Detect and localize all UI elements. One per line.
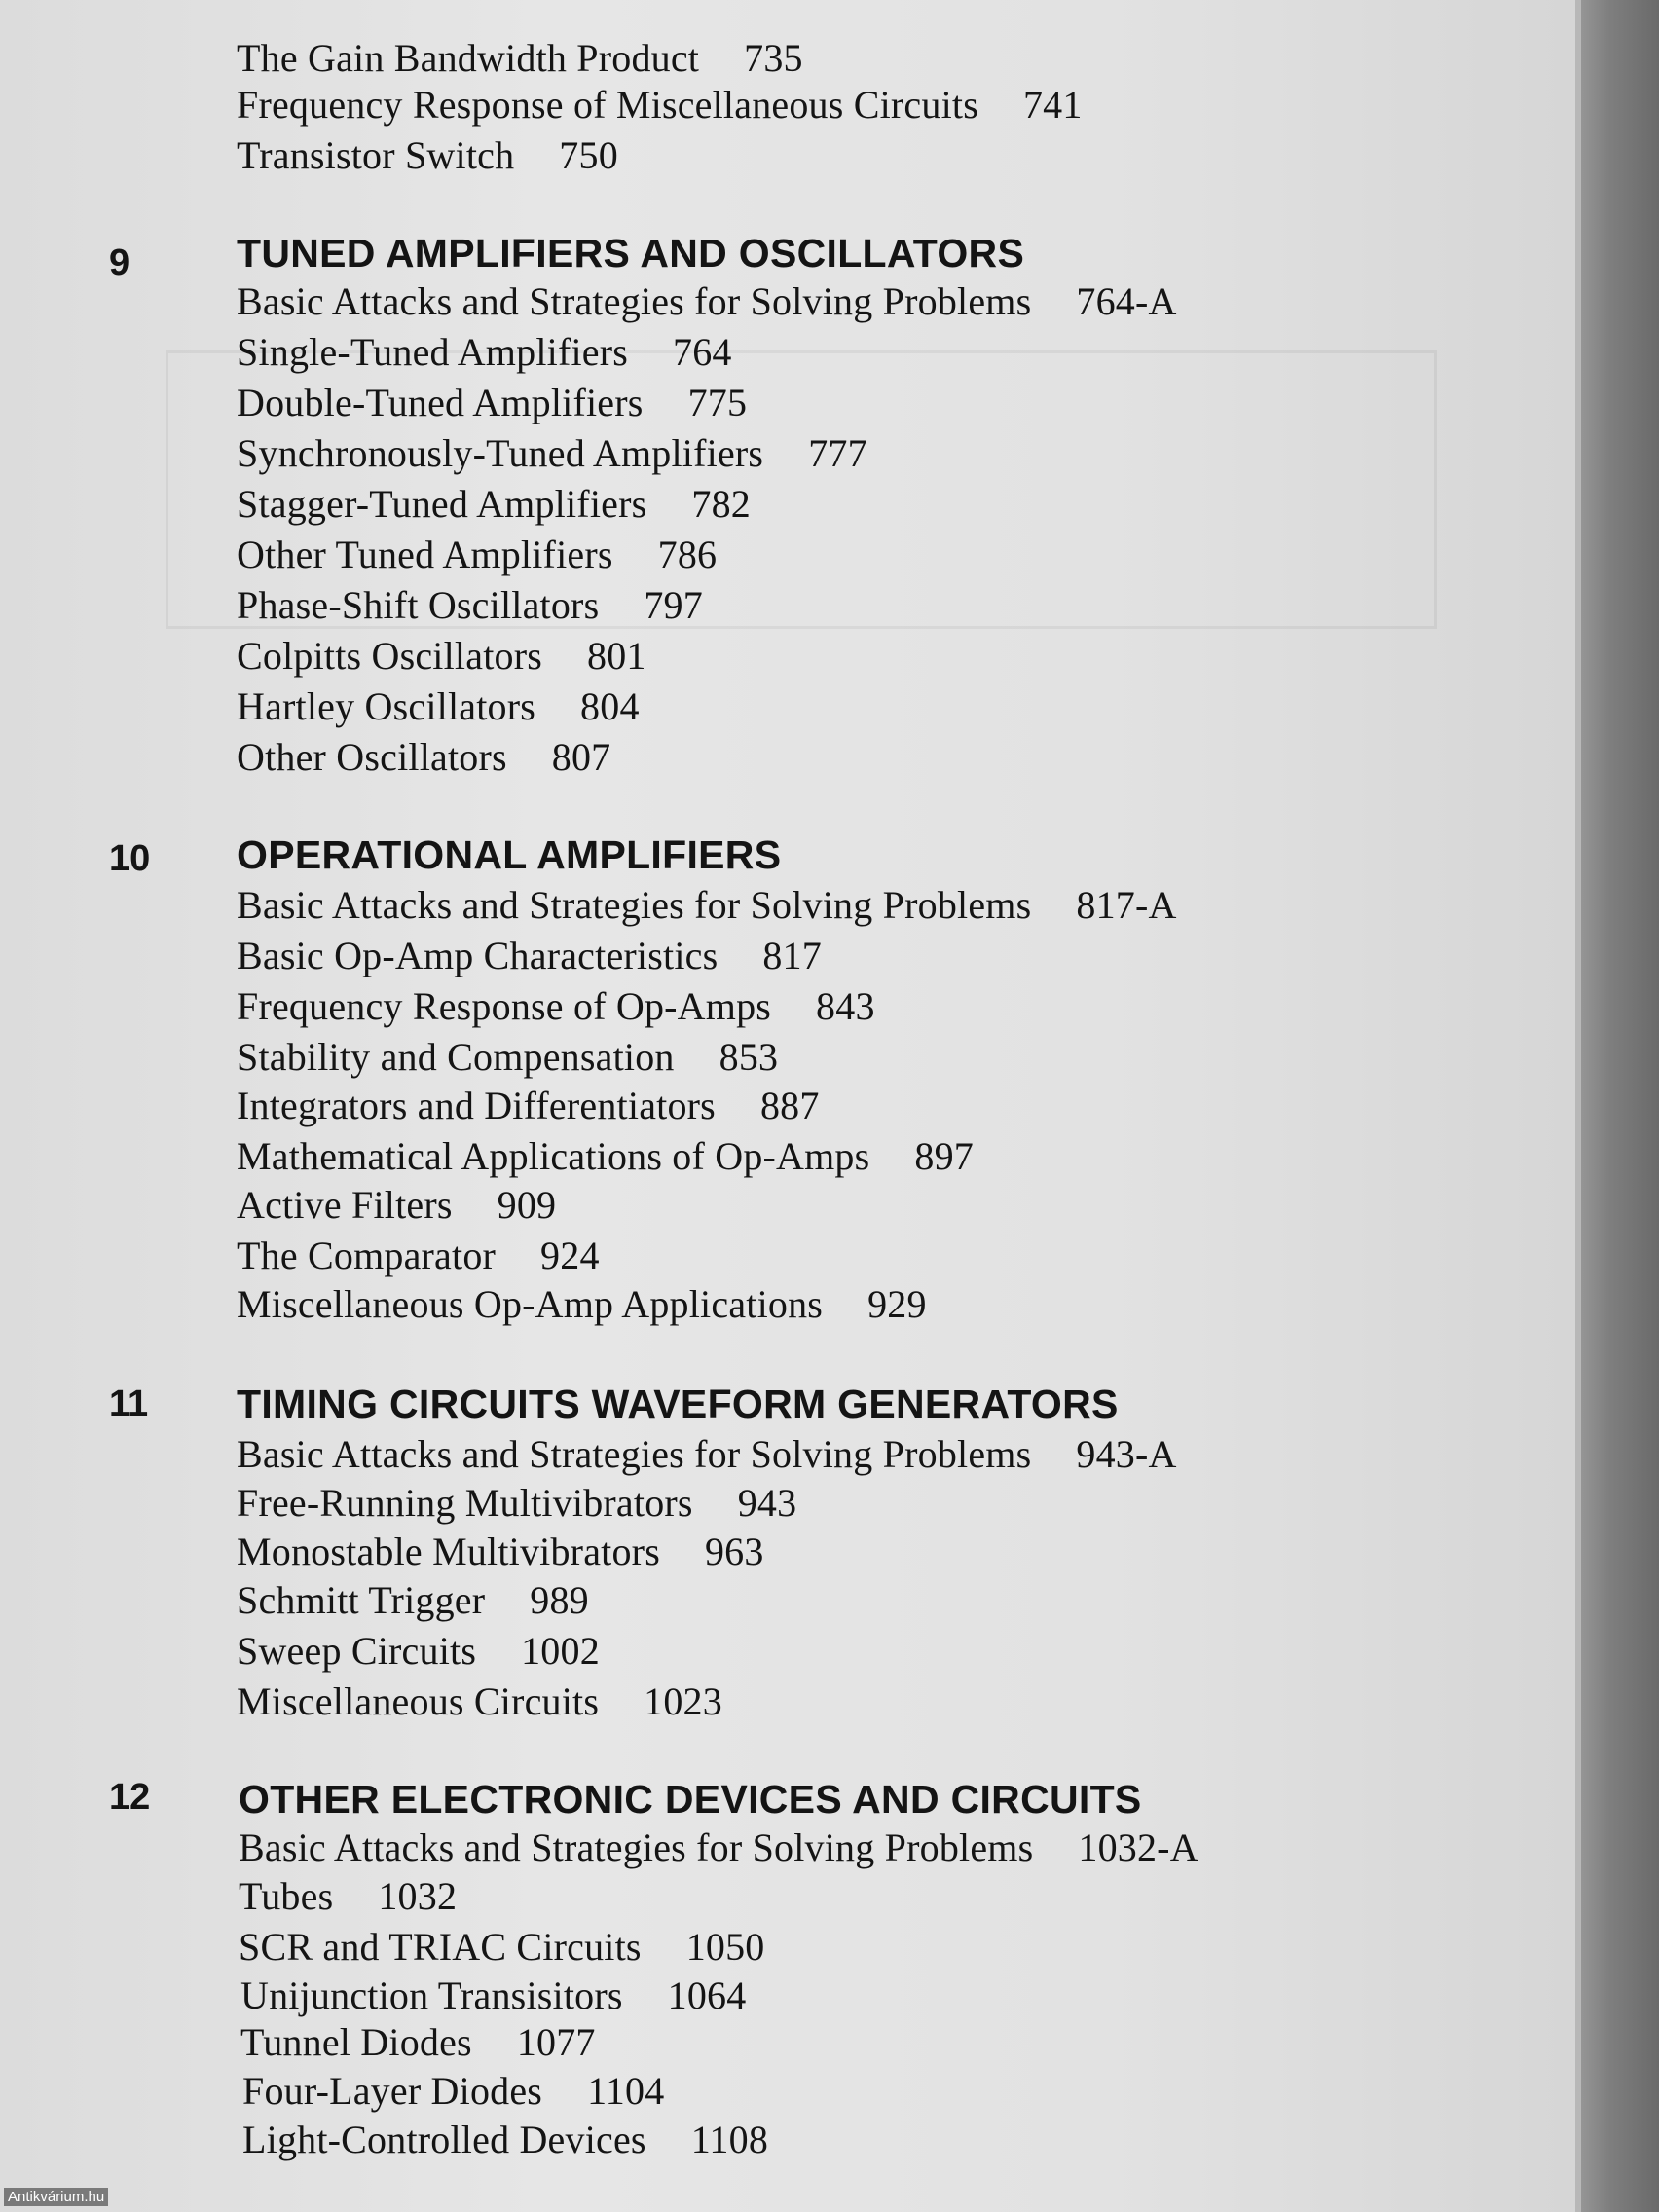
entry-title: Four-Layer Diodes — [242, 2069, 543, 2113]
entry-page: 797 — [644, 583, 703, 627]
entry-page: 909 — [497, 1183, 557, 1227]
entry-title: The Comparator — [237, 1234, 497, 1277]
entry-page: 1077 — [516, 2020, 596, 2064]
entry-page: 786 — [657, 533, 718, 576]
toc-entry — [237, 82, 1083, 129]
entry-title: Basic Attacks and Strategies for Solving Problems — [237, 1432, 1032, 1476]
entry-page: 1064 — [667, 1973, 747, 2017]
entry-title: Transistor Switch — [237, 133, 515, 177]
entry-page: 943-A — [1076, 1432, 1177, 1476]
entry-title: Frequency Response of Op-Amps — [237, 984, 772, 1028]
toc-entry — [237, 633, 646, 680]
bleed-through-text — [974, 29, 1431, 1392]
entry-title: Other Oscillators — [237, 735, 507, 779]
entry-title: Tubes — [239, 1874, 334, 1918]
entry-title: Active Filters — [237, 1183, 453, 1227]
entry-page: 764 — [673, 330, 732, 374]
toc-entry — [237, 734, 610, 781]
entry-page: 897 — [914, 1134, 975, 1178]
entry-title: Tunnel Diodes — [240, 2020, 472, 2064]
entry-page: 963 — [704, 1530, 764, 1573]
entry-page: 1104 — [587, 2069, 665, 2113]
toc-entry — [237, 882, 1177, 929]
entry-title: Mathematical Applications of Op-Amps — [237, 1134, 870, 1178]
entry-title: The Gain Bandwidth Product — [237, 36, 700, 80]
book-gutter-shadow — [1575, 0, 1659, 2212]
entry-title: Sweep Circuits — [237, 1629, 477, 1673]
chapter-title: TIMING CIRCUITS WAVEFORM GENERATORS — [237, 1382, 1119, 1426]
entry-page: 775 — [687, 381, 748, 424]
entry-page: 1002 — [521, 1629, 600, 1673]
toc-entry — [237, 1083, 820, 1129]
entry-title: Other Tuned Amplifiers — [237, 533, 613, 576]
entry-page: 782 — [691, 482, 751, 526]
entry-title: Integrators and Differentiators — [237, 1084, 716, 1127]
toc-entry — [240, 2019, 596, 2066]
toc-entry — [237, 35, 803, 82]
entry-title: Monostable Multivibrators — [237, 1530, 660, 1573]
toc-entry — [237, 683, 640, 730]
chapter-title: OTHER ELECTRONIC DEVICES AND CIRCUITS — [239, 1777, 1142, 1822]
toc-entry — [237, 1431, 1177, 1478]
toc-entry — [237, 1034, 778, 1081]
entry-page: 989 — [530, 1578, 589, 1622]
toc-entry — [237, 1480, 796, 1527]
entry-page: 843 — [816, 984, 875, 1028]
entry-title: SCR and TRIAC Circuits — [239, 1925, 642, 1969]
chapter-number: 11 — [109, 1383, 149, 1424]
entry-title: Miscellaneous Op-Amp Applications — [237, 1282, 824, 1326]
chapter-title: OPERATIONAL AMPLIFIERS — [237, 832, 782, 877]
entry-page: 777 — [808, 431, 867, 475]
entry-title: Schmitt Trigger — [237, 1578, 486, 1622]
toc-entry — [237, 481, 751, 528]
entry-page: 817-A — [1076, 883, 1177, 927]
chapter-number: 12 — [109, 1777, 151, 1818]
toc-entry — [237, 983, 875, 1030]
entry-title: Colpitts Oscillators — [237, 634, 542, 678]
toc-entry — [237, 1281, 927, 1328]
toc-entry — [239, 1825, 1198, 1871]
entry-page: 1023 — [644, 1679, 722, 1723]
entry-page: 943 — [737, 1481, 797, 1525]
entry-title: Synchronously-Tuned Amplifiers — [237, 431, 764, 475]
toc-entry — [242, 2068, 664, 2115]
entry-title: Stagger-Tuned Amplifiers — [237, 482, 647, 526]
entry-title: Hartley Oscillators — [237, 684, 536, 728]
entry-title: Basic Attacks and Strategies for Solving Problems — [239, 1825, 1034, 1869]
entry-page: 807 — [551, 735, 611, 779]
toc-entry — [237, 582, 703, 629]
toc-entry — [237, 1133, 974, 1180]
toc-entry — [237, 1678, 722, 1725]
entry-title: Stability and Compensation — [237, 1035, 675, 1079]
chapter-number: 10 — [109, 838, 151, 879]
toc-entry — [237, 1529, 764, 1575]
entry-page: 924 — [540, 1234, 600, 1277]
entry-page: 801 — [587, 634, 646, 678]
toc-entry — [237, 278, 1177, 325]
entry-title: Double-Tuned Amplifiers — [237, 381, 644, 424]
watermark: Antikvárium.hu — [4, 2188, 108, 2206]
entry-page: 1050 — [685, 1925, 765, 1969]
entry-page: 804 — [580, 684, 640, 728]
toc-entry — [239, 1873, 457, 1920]
entry-title: Phase-Shift Oscillators — [237, 583, 600, 627]
entry-page: 750 — [559, 133, 618, 177]
toc-entry — [237, 1577, 589, 1624]
toc-entry — [237, 532, 717, 578]
entry-page: 1032-A — [1078, 1825, 1198, 1869]
entry-title: Basic Attacks and Strategies for Solving Problems — [237, 279, 1032, 323]
entry-page: 1032 — [378, 1874, 458, 1918]
toc-entry — [242, 2117, 768, 2163]
toc-entry — [237, 132, 618, 179]
chapter-number: 9 — [109, 242, 130, 283]
entry-page: 1108 — [690, 2118, 769, 2161]
toc-entry — [237, 1182, 556, 1229]
toc-entry — [237, 933, 822, 979]
entry-title: Basic Attacks and Strategies for Solving Problems — [237, 883, 1032, 927]
entry-page: 853 — [719, 1035, 779, 1079]
toc-entry — [237, 380, 747, 426]
toc-entry — [237, 329, 732, 376]
entry-title: Free-Running Multivibrators — [237, 1481, 693, 1525]
entry-page: 735 — [744, 36, 803, 80]
entry-title: Light-Controlled Devices — [242, 2118, 646, 2161]
toc-entry — [237, 1233, 600, 1279]
toc-entry — [239, 1924, 765, 1971]
entry-page: 887 — [759, 1084, 820, 1127]
entry-page: 741 — [1022, 83, 1083, 127]
entry-page: 764-A — [1076, 279, 1177, 323]
entry-title: Basic Op-Amp Characteristics — [237, 934, 719, 977]
chapter-title: TUNED AMPLIFIERS AND OSCILLATORS — [237, 231, 1025, 276]
toc-entry — [237, 1628, 600, 1675]
entry-title: Single-Tuned Amplifiers — [237, 330, 629, 374]
entry-page: 929 — [867, 1282, 927, 1326]
toc-entry — [237, 430, 867, 477]
entry-title: Frequency Response of Miscellaneous Circuits — [237, 83, 978, 127]
toc-entry — [240, 1972, 746, 2019]
entry-page: 817 — [762, 934, 822, 977]
entry-title: Miscellaneous Circuits — [237, 1679, 600, 1723]
entry-title: Unijunction Transisitors — [240, 1973, 623, 2017]
